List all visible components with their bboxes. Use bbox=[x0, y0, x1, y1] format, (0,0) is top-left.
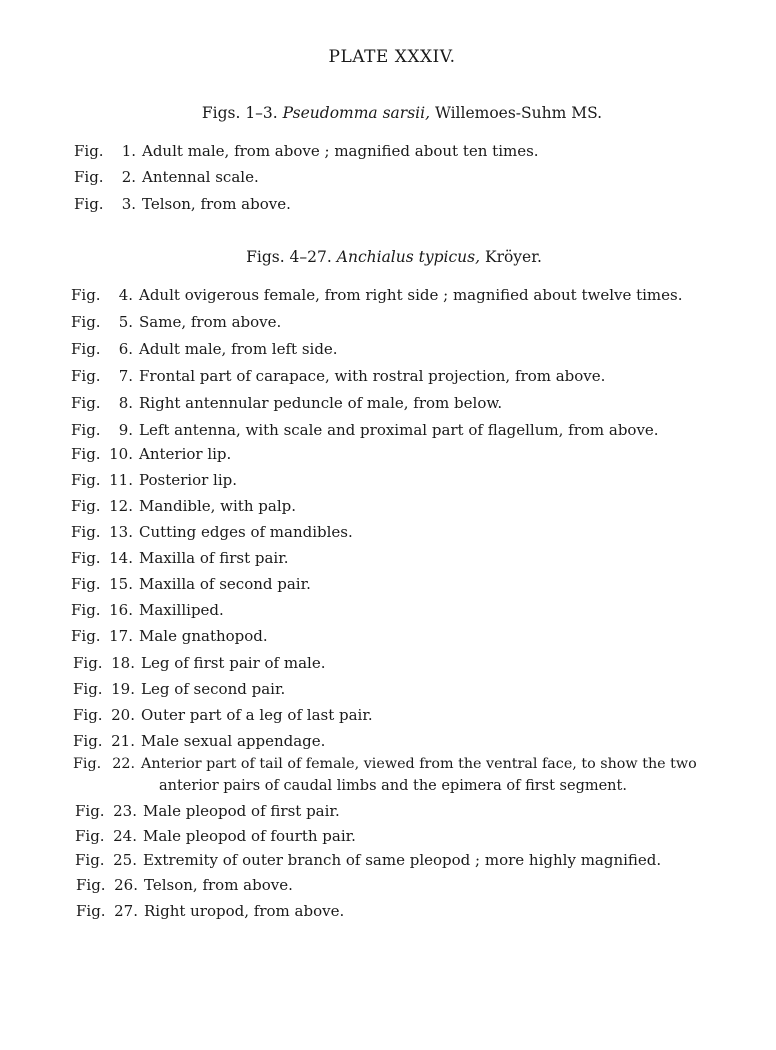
list-item bbox=[76, 902, 344, 920]
list-item bbox=[75, 827, 356, 845]
fig-description: Right uropod, from above. bbox=[144, 902, 345, 920]
list-item bbox=[73, 756, 697, 772]
species-authority: Willemoes-Suhm MS. bbox=[434, 104, 603, 122]
fig-description: Telson, from above. bbox=[144, 876, 293, 894]
fig-number: 10. bbox=[109, 445, 133, 463]
fig-label: Fig. bbox=[75, 851, 105, 869]
fig-description: Frontal part of carapace, with rostral projection, from above. bbox=[139, 367, 606, 385]
fig-description: Adult male, from left side. bbox=[139, 340, 338, 358]
fig-number: 19. bbox=[111, 680, 135, 698]
fig-number: 20. bbox=[111, 706, 135, 724]
fig-label: Fig. bbox=[75, 802, 105, 820]
fig-number: 3. bbox=[121, 195, 136, 213]
fig-description: Male sexual appendage. bbox=[141, 732, 326, 750]
fig-description: Same, from above. bbox=[139, 313, 282, 331]
fig-label: Fig. bbox=[74, 142, 104, 160]
fig-number: 15. bbox=[109, 575, 133, 593]
list-item bbox=[71, 367, 605, 385]
list-item bbox=[71, 497, 296, 515]
fig-label: Fig. bbox=[71, 601, 101, 619]
fig-label: Fig. bbox=[71, 367, 101, 385]
fig-description: Outer part of a leg of last pair. bbox=[141, 706, 373, 724]
fig-number: 2. bbox=[121, 168, 136, 186]
fig-label: Fig. bbox=[73, 732, 103, 750]
fig-description: Anterior part of tail of female, viewed from the ventral face, to show the two bbox=[141, 756, 697, 772]
fig-label: Fig. bbox=[71, 286, 101, 304]
fig-label: Fig. bbox=[75, 827, 105, 845]
fig-description-continuation: anterior pairs of caudal limbs and the epimera of first segment. bbox=[159, 778, 627, 794]
species-authority: Kröyer. bbox=[484, 248, 542, 266]
fig-number: 17. bbox=[109, 627, 133, 645]
fig-number: 9. bbox=[118, 421, 133, 439]
list-item bbox=[75, 802, 340, 820]
section-heading-anchialus bbox=[6, 248, 776, 266]
fig-number: 6. bbox=[118, 340, 133, 358]
fig-label: Fig. bbox=[71, 394, 101, 412]
list-item bbox=[71, 549, 289, 567]
list-item bbox=[74, 168, 259, 186]
fig-label: Fig. bbox=[76, 902, 106, 920]
fig-number: 12. bbox=[109, 497, 133, 515]
fig-label: Fig. bbox=[74, 168, 104, 186]
list-item bbox=[71, 575, 311, 593]
fig-number: 18. bbox=[111, 654, 135, 672]
list-item bbox=[71, 340, 338, 358]
fig-description: Adult ovigerous female, from right side ; magnified about twelve times. bbox=[139, 286, 683, 304]
section-prefix: Figs. 1–3. bbox=[201, 104, 278, 122]
fig-label: Fig. bbox=[76, 876, 106, 894]
fig-number: 1. bbox=[121, 142, 136, 160]
list-item bbox=[71, 313, 281, 331]
section-heading-pseudomma bbox=[14, 104, 776, 122]
fig-number: 8. bbox=[118, 394, 133, 412]
list-item bbox=[71, 286, 683, 304]
fig-number: 16. bbox=[109, 601, 133, 619]
fig-label: Fig. bbox=[71, 313, 101, 331]
fig-number: 22. bbox=[112, 756, 135, 772]
list-item bbox=[73, 654, 325, 672]
fig-label: Fig. bbox=[71, 340, 101, 358]
fig-description: Anterior lip. bbox=[139, 445, 232, 463]
fig-number: 23. bbox=[113, 802, 137, 820]
fig-description: Right antennular peduncle of male, from below. bbox=[139, 394, 503, 412]
fig-number: 27. bbox=[114, 902, 138, 920]
list-item bbox=[71, 421, 659, 439]
fig-description: Mandible, with palp. bbox=[139, 497, 296, 515]
fig-description: Antennal scale. bbox=[142, 168, 259, 186]
fig-number: 21. bbox=[111, 732, 135, 750]
fig-number: 14. bbox=[109, 549, 133, 567]
section-prefix: Figs. 4–27. bbox=[246, 248, 332, 266]
list-item bbox=[71, 445, 231, 463]
fig-number: 25. bbox=[113, 851, 137, 869]
list-item bbox=[76, 876, 293, 894]
fig-label: Fig. bbox=[71, 471, 101, 489]
fig-description: Telson, from above. bbox=[142, 195, 291, 213]
fig-description: Leg of first pair of male. bbox=[141, 654, 326, 672]
fig-description: Male pleopod of fourth pair. bbox=[143, 827, 356, 845]
list-item bbox=[71, 523, 353, 541]
plate-title: PLATE XXXIV. bbox=[328, 47, 456, 67]
fig-number: 5. bbox=[118, 313, 133, 331]
fig-label: Fig. bbox=[71, 421, 101, 439]
fig-label: Fig. bbox=[71, 627, 101, 645]
list-item bbox=[71, 601, 224, 619]
fig-description: Adult male, from above ; magnified about ten times. bbox=[142, 142, 539, 160]
fig-label: Fig. bbox=[71, 497, 101, 515]
list-item bbox=[73, 732, 325, 750]
fig-description: Left antenna, with scale and proximal part of flagellum, from above. bbox=[139, 421, 659, 439]
list-item bbox=[71, 394, 502, 412]
fig-label: Fig. bbox=[71, 523, 101, 541]
fig-label: Fig. bbox=[71, 445, 101, 463]
list-item bbox=[73, 706, 373, 724]
fig-description: Male gnathopod. bbox=[139, 627, 268, 645]
fig-label: Fig. bbox=[73, 680, 103, 698]
fig-description: Cutting edges of mandibles. bbox=[139, 523, 353, 541]
fig-label: Fig. bbox=[73, 706, 103, 724]
fig-label: Fig. bbox=[73, 756, 102, 772]
fig-number: 24. bbox=[113, 827, 137, 845]
list-item bbox=[71, 471, 237, 489]
fig-description: Leg of second pair. bbox=[141, 680, 286, 698]
fig-description: Maxilliped. bbox=[139, 601, 224, 619]
fig-description: Male pleopod of first pair. bbox=[143, 802, 340, 820]
fig-description: Extremity of outer branch of same pleopod ; more highly magnified. bbox=[143, 851, 662, 869]
species-name: Anchialus typicus, bbox=[336, 248, 481, 266]
fig-label: Fig. bbox=[71, 575, 101, 593]
fig-number: 11. bbox=[109, 471, 133, 489]
fig-number: 13. bbox=[109, 523, 133, 541]
species-name: Pseudomma sarsii, bbox=[282, 104, 430, 122]
fig-label: Fig. bbox=[73, 654, 103, 672]
list-item bbox=[71, 627, 268, 645]
fig-number: 7. bbox=[118, 367, 133, 385]
list-item bbox=[74, 195, 291, 213]
fig-description: Maxilla of first pair. bbox=[139, 549, 289, 567]
fig-description: Posterior lip. bbox=[139, 471, 238, 489]
list-item bbox=[75, 851, 661, 869]
fig-number: 4. bbox=[118, 286, 133, 304]
fig-number: 26. bbox=[114, 876, 138, 894]
fig-label: Fig. bbox=[71, 549, 101, 567]
fig-description: Maxilla of second pair. bbox=[139, 575, 311, 593]
list-item bbox=[73, 680, 285, 698]
list-item bbox=[74, 142, 539, 160]
fig-label: Fig. bbox=[74, 195, 104, 213]
